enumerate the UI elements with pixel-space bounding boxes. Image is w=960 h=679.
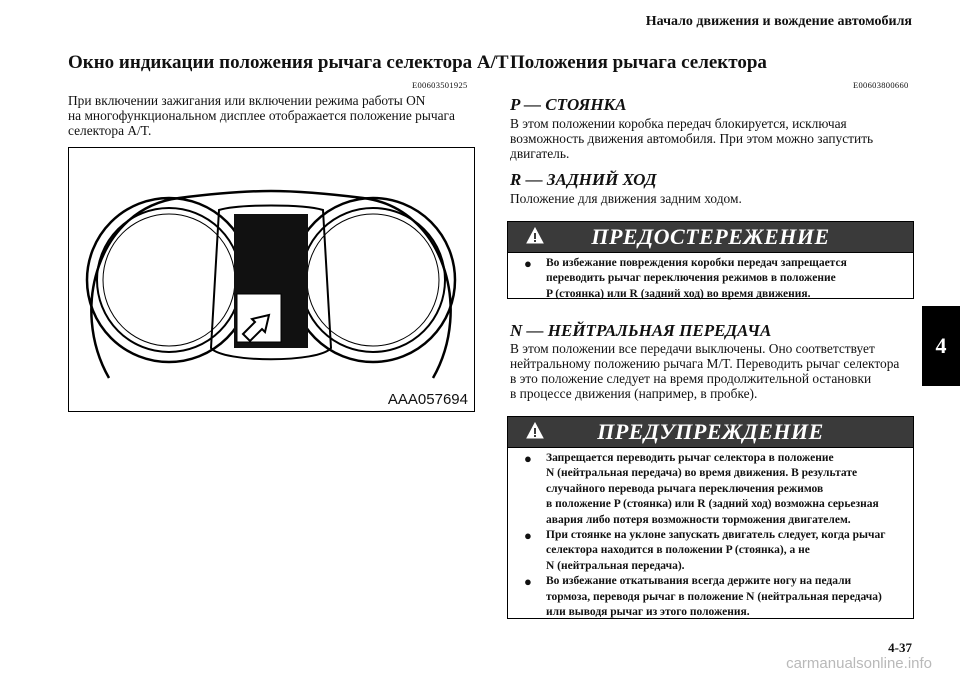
text-line: В этом положении коробка передач блокируется, исключая	[510, 116, 847, 131]
chapter-tab: 4	[922, 306, 960, 386]
text-line: переводить рычаг переключения режимов в положение	[546, 272, 836, 285]
text-line: тормоза, переводя рычаг в положение N (нейтральная передача)	[546, 590, 882, 603]
text-line: авария либо потеря возможности торможения двигателем.	[546, 513, 851, 526]
warning-banner	[508, 417, 913, 448]
warning-box	[507, 416, 914, 619]
text-line: в это положение следует на время продолжительной остановки	[510, 371, 872, 386]
text-line: двигатель.	[510, 146, 570, 161]
left-paragraph	[68, 93, 455, 138]
text-line: N (нейтральная передача).	[546, 559, 685, 572]
text-line: селектора находится в положении P (стоянка), а не	[546, 544, 810, 557]
warning-item	[524, 451, 913, 528]
n-section-title: N — НЕЙТРАЛЬНАЯ ПЕРЕДАЧА	[510, 321, 772, 340]
warning-list	[508, 451, 913, 620]
instrument-cluster-figure	[68, 147, 475, 412]
caution-title: ПРЕДОСТЕРЕЖЕНИЕ	[591, 224, 830, 249]
caution-item	[524, 256, 913, 302]
text-line: ● Запрещается переводить рычаг селектора в положение	[546, 452, 834, 464]
text-line: ● Во избежание повреждения коробки передач запрещается	[546, 257, 847, 269]
text-line: Положение для движения задним ходом.	[510, 191, 742, 206]
text-line: ● При стоянке на уклоне запускать двигатель следует, когда рычаг	[546, 529, 886, 542]
n-section-text	[510, 341, 899, 401]
page-number: 4-37	[888, 640, 912, 655]
caution-banner	[508, 222, 913, 253]
caution-box	[507, 221, 914, 299]
text-line: P (стоянка) или R (задний ход) во время движения.	[546, 287, 811, 300]
section-header: Начало движения и вождение автомобиля	[645, 14, 912, 29]
instrument-cluster-illustration	[69, 148, 473, 410]
text-line: в положение P (стоянка) или R (задний ход) возможна серьезная	[546, 498, 879, 511]
r-section-text	[510, 191, 742, 206]
right-heading: Положения рычага селектора	[510, 52, 767, 73]
left-code: E00603501925	[412, 80, 468, 90]
warning-triangle-icon	[526, 227, 544, 244]
text-line: случайного перевода рычага переключения режимов	[546, 482, 824, 495]
p-section-title: P — СТОЯНКА	[510, 95, 627, 114]
text-line: в процессе движения (например, в пробке).	[510, 386, 758, 401]
text-line: При включении зажигания или включении режима работы ON	[68, 93, 426, 108]
figure-label: AAA057694	[387, 391, 468, 408]
watermark: carmanualsonline.info	[786, 655, 932, 672]
text-line: или выводя рычаг из этого положения.	[546, 606, 750, 619]
warning-item	[524, 528, 913, 574]
caution-list	[508, 256, 913, 302]
text-line: нейтральному положению рычага M/T. Переводить рычаг селектора	[510, 356, 900, 371]
shift-indicator-letter: P	[264, 293, 276, 312]
text-line: В этом положении все передачи выключены. Оно соответствует	[510, 341, 875, 356]
text-line: на многофункциональном дисплее отображается положение рычага	[68, 108, 455, 123]
text-line: селектора A/T.	[68, 123, 152, 138]
left-heading: Окно индикации положения рычага селектора A/T	[68, 52, 509, 73]
text-line: возможность движения автомобиля. При этом можно запустить	[510, 131, 874, 146]
p-section-text	[510, 116, 873, 161]
warning-title: ПРЕДУПРЕЖДЕНИЕ	[597, 419, 824, 444]
warning-item	[524, 574, 913, 620]
r-section-title: R — ЗАДНИЙ ХОД	[510, 170, 657, 189]
text-line: N (нейтральная передача) во время движения. В результате	[546, 467, 858, 480]
right-code: E00603800660	[853, 80, 909, 90]
text-line: ● Во избежание откатывания всегда держите ногу на педали	[546, 575, 852, 588]
warning-triangle-icon	[526, 422, 544, 439]
